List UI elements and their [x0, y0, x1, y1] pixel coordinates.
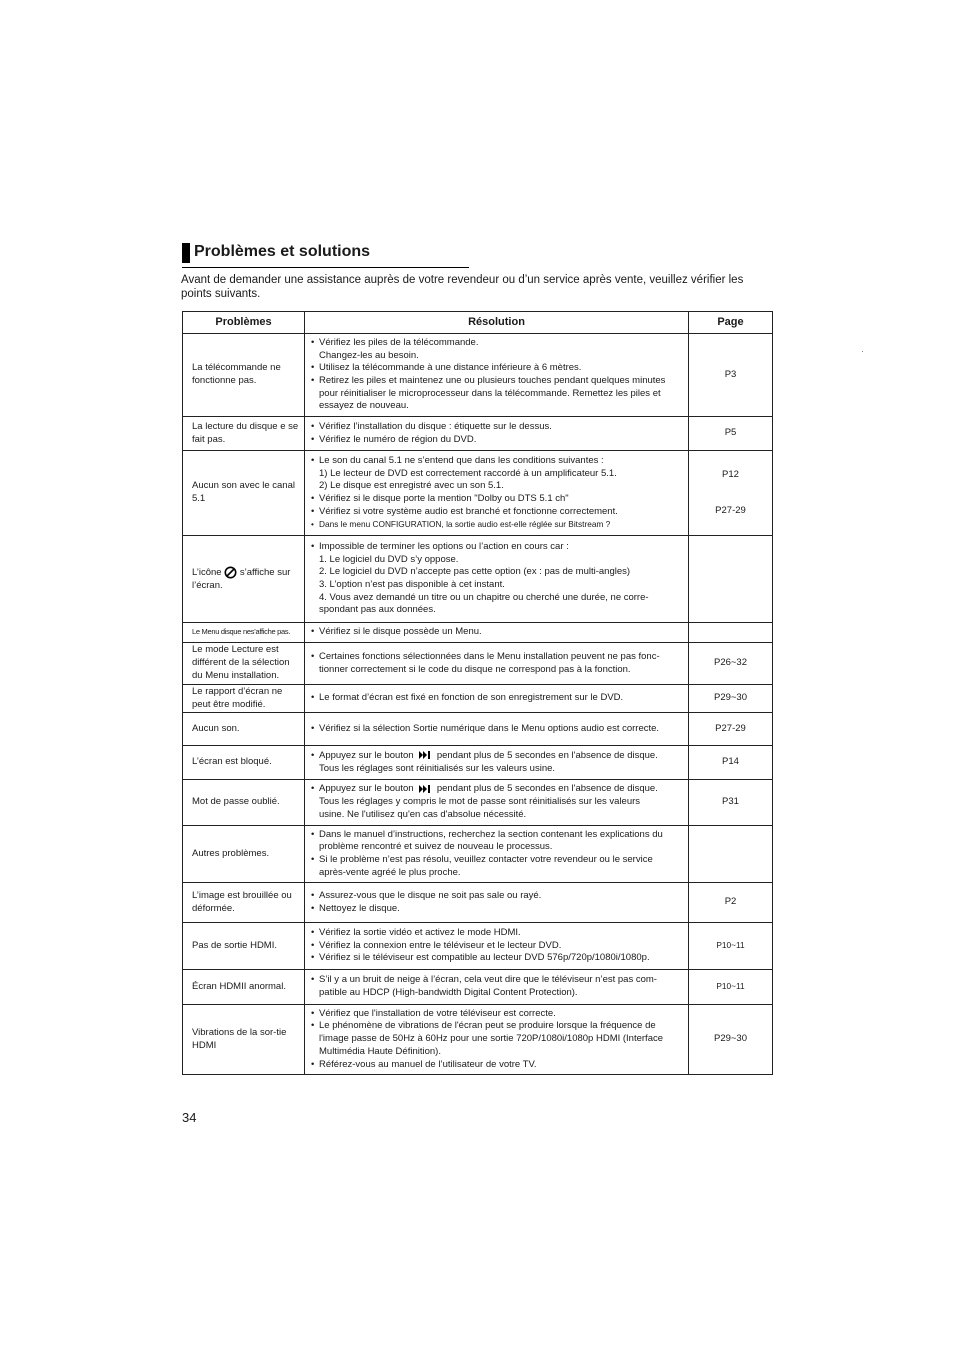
table-row — [183, 623, 773, 643]
line-text: Appuyez sur le bouton — [319, 783, 417, 795]
bullet-item: • Vérifiez si le disque possède un Menu. — [311, 626, 688, 639]
bullet-item: • Vérifiez l’installation du disque : étiquette sur le dessus. — [311, 421, 688, 434]
bullet-item: • Certaines fonctions sélectionnées dans le Menu installation peuvent ne pas fonc- — [311, 651, 688, 664]
header-page: Page — [689, 312, 773, 334]
page-ref: P10~11 — [716, 940, 745, 951]
page-ref-cell — [689, 713, 773, 746]
problem-text: Aucun son. — [192, 722, 240, 734]
resolution-cell — [305, 417, 689, 451]
page-ref: P3 — [724, 368, 737, 380]
problem-cell — [183, 746, 305, 780]
bullet-item: • Nettoyez le disque. — [311, 903, 688, 916]
bullet-item: • Dans le menu CONFIGURATION, la sortie audio est-elle réglée sur Bitstream ? — [311, 518, 688, 531]
page-ref: P27-29 — [715, 504, 746, 516]
page-ref: P14 — [722, 756, 739, 768]
problem-text: Aucun son avec le canal 5.1 — [192, 480, 295, 504]
continuation-line: l'image passe de 50Hz à 60Hz pour une sortie 720P/1080i/1080p HDMI (Interface — [319, 1033, 664, 1045]
continuation-line: 1) Le lecteur de DVD est correctement raccordé à un amplificateur 5.1. — [319, 467, 617, 479]
table-row — [183, 826, 773, 883]
problem-cell — [183, 643, 305, 685]
page-ref-cell — [689, 643, 773, 685]
table-row — [183, 970, 773, 1005]
page-ref-cell — [689, 970, 773, 1005]
troubleshooting-table — [182, 311, 773, 1075]
continuation-line: spondant pas aux données. — [319, 604, 436, 616]
page-ref: P27-29 — [715, 722, 746, 734]
bullet-item: • Vérifiez si la sélection Sortie numérique dans le Menu options audio est correcte. — [311, 723, 688, 736]
page-ref-cell — [689, 746, 773, 780]
table-row — [183, 536, 773, 623]
table-row — [183, 780, 773, 826]
bullet-item: • Si le problème n’est pas résolu, veuillez contacter votre revendeur ou le service — [311, 854, 688, 867]
skip-button-icon — [416, 783, 434, 794]
bullet-item: • Vérifiez si votre système audio est branché et fonctionne correctement. — [311, 506, 688, 519]
continuation-line: 2. Le logiciel du DVD n’accepte pas cette option (ex : pas de multi-angles) — [319, 566, 631, 578]
page-ref-cell — [689, 536, 773, 623]
intro-paragraph: Avant de demander une assistance auprès de votre revendeur ou d’un service après vente, veuillez vérifier les points suivants. — [181, 274, 744, 300]
line-text: Appuyez sur le bouton — [319, 749, 417, 761]
resolution-cell — [305, 685, 689, 713]
bullet-item: • Vérifiez la connexion entre le téléviseur et le lecteur DVD. — [311, 940, 688, 953]
table-row — [183, 451, 773, 536]
line-text: pendant plus de 5 secondes en l'absence de disque. — [434, 783, 658, 795]
continuation-line: Changez-les au besoin. — [319, 349, 419, 361]
resolution-cell — [305, 1005, 689, 1075]
skip-button-icon — [416, 750, 434, 761]
page-ref-cell — [689, 923, 773, 970]
table-row — [183, 643, 773, 685]
bullet-item — [311, 783, 688, 796]
continuation-line: patible au HDCP (High-bandwidth Digital Content Protection). — [319, 987, 578, 998]
page-ref: P10~11 — [716, 981, 745, 992]
page-ref-cell — [689, 623, 773, 643]
bullet-item: • S’il y a un bruit de neige à l’écran, cela veut dire que le téléviseur n’est pas com- — [311, 974, 688, 987]
problem-text: s’affiche sur l’écran. — [192, 566, 291, 591]
continuation-line: pour réinitialiser le microprocesseur dans la télécommande. Remettez les piles et — [319, 387, 661, 399]
problem-cell — [183, 417, 305, 451]
bullet-item: • Dans le manuel d’instructions, recherchez la section contenant les explications du — [311, 829, 688, 842]
bullet-item: • Vérifiez les piles de la télécommande. — [311, 337, 688, 350]
problem-text: Écran HDMII anormal. — [192, 980, 286, 992]
problem-text: Autres problèmes. — [192, 847, 270, 859]
continuation-line: Multimédia Haute Définition). — [319, 1045, 441, 1057]
bullet-item: • Le phénomène de vibrations de l'écran peut se produire lorsque la fréquence de — [311, 1020, 688, 1033]
resolution-cell — [305, 623, 689, 643]
continuation-line: 4. Vous avez demandé un titre ou un chapitre ou cherché une durée, ne corre- — [319, 591, 649, 603]
page-ref-cell — [689, 417, 773, 451]
table-row — [183, 417, 773, 451]
table-row — [183, 923, 773, 970]
bullet-item: • Assurez-vous que le disque ne soit pas sale ou rayé. — [311, 890, 688, 903]
table-row — [183, 1005, 773, 1075]
page-ref: P26~32 — [713, 657, 748, 669]
continuation-line: 2) Le disque est enregistré avec un son 5.1. — [319, 480, 504, 492]
page-ref-cell — [689, 451, 773, 536]
resolution-cell — [305, 780, 689, 826]
problem-text: La lecture du disque e se fait pas. — [192, 420, 299, 445]
header-resolution: Résolution — [305, 312, 689, 334]
continuation-line: essayez de nouveau. — [319, 400, 409, 412]
prohibited-icon — [224, 566, 237, 579]
problem-cell — [183, 970, 305, 1005]
problem-cell — [183, 780, 305, 826]
table-row — [183, 746, 773, 780]
page-ref-cell — [689, 780, 773, 826]
problem-text: L’image est brouillée ou déformée. — [192, 889, 292, 914]
header-problem: Problèmes — [183, 312, 305, 334]
bullet-item: • Référez-vous au manuel de l’utilisateur de votre TV. — [311, 1059, 688, 1072]
problem-cell — [183, 923, 305, 970]
table-row — [183, 883, 773, 923]
page-ref: P2 — [724, 896, 737, 908]
problem-cell — [183, 826, 305, 883]
problem-text: Le rapport d’écran ne peut être modifié. — [192, 685, 283, 710]
resolution-cell — [305, 451, 689, 536]
resolution-cell — [305, 923, 689, 970]
bullet-item: • Impossible de terminer les options ou l’action en cours car : — [311, 541, 688, 554]
continuation-line: 1. Le logiciel du DVD s’y oppose. — [319, 553, 459, 565]
continuation-line: tionner correctement si le code du disque ne correspond pas à la fonction. — [319, 663, 631, 675]
problem-text: Pas de sortie HDMI. — [192, 939, 277, 951]
problem-text: Le Menu disque nes’affiche pas. — [192, 627, 291, 637]
page-ref-cell — [689, 685, 773, 713]
problem-text: Vibrations de la sor-tie HDMI — [192, 1026, 287, 1051]
problem-cell — [183, 623, 305, 643]
table-row — [183, 334, 773, 417]
table-row — [183, 713, 773, 746]
page-ref-cell — [689, 334, 773, 417]
problem-cell — [183, 883, 305, 923]
page-title: Problèmes et solutions — [194, 243, 371, 260]
resolution-cell — [305, 826, 689, 883]
continuation-line: Tous les réglages y compris le mot de passe sont réinitialisés sur les valeurs — [319, 796, 641, 808]
continuation-line: après-vente agréé le plus proche. — [319, 866, 461, 878]
page-ref: P31 — [722, 796, 739, 808]
page-ref-cell — [689, 883, 773, 923]
bullet-item — [311, 750, 688, 763]
line-text: pendant plus de 5 secondes en l'absence de disque. — [434, 749, 658, 761]
page-ref: P5 — [724, 427, 737, 439]
page-ref-cell — [689, 826, 773, 883]
problem-cell — [183, 536, 305, 623]
continuation-line: 3. L’option n’est pas disponible à cet instant. — [319, 579, 505, 590]
bullet-item: • Le format d’écran est fixé en fonction de son enregistrement sur le DVD. — [311, 692, 688, 705]
bullet-item: • Vérifiez si le disque porte la mention "Dolby ou DTS 5.1 ch" — [311, 493, 688, 506]
resolution-cell — [305, 334, 689, 417]
bullet-item: • Vérifiez le numéro de région du DVD. — [311, 434, 688, 447]
bullet-item: • Vérifiez si le téléviseur est compatible au lecteur DVD 576p/720p/1080i/1080p. — [311, 952, 688, 965]
problem-text: Mot de passe oublié. — [192, 796, 280, 808]
continuation-line: problème rencontré et suivez de nouveau le processus. — [319, 841, 553, 853]
resolution-cell — [305, 970, 689, 1005]
problem-cell — [183, 451, 305, 536]
bullet-item: • Retirez les piles et maintenez une ou plusieurs touches pendant quelques minutes — [311, 375, 688, 388]
bullet-item: • Le son du canal 5.1 ne s’entend que dans les conditions suivantes : — [311, 455, 688, 468]
resolution-cell — [305, 643, 689, 685]
table-header-row — [183, 312, 773, 334]
print-speck — [862, 351, 863, 352]
continuation-line: Tous les réglages sont réinitialisés sur les valeurs usine. — [319, 762, 556, 774]
page-number: 34 — [182, 1110, 197, 1125]
problem-cell — [183, 685, 305, 713]
bullet-item: • Vérifiez que l'installation de votre téléviseur est correcte. — [311, 1008, 688, 1021]
page-ref: P29~30 — [713, 692, 748, 704]
heading-marker — [182, 243, 190, 263]
page-ref-cell — [689, 1005, 773, 1075]
problem-cell — [183, 1005, 305, 1075]
table-row — [183, 685, 773, 713]
resolution-cell — [305, 536, 689, 623]
problem-text: La télécommande ne fonctionne pas. — [192, 362, 281, 386]
page-ref: P12 — [722, 468, 739, 480]
problem-text: Le mode Lecture est différent de la sélection du Menu installation. — [192, 644, 290, 681]
resolution-cell — [305, 746, 689, 780]
page-ref: P29~30 — [713, 1033, 748, 1045]
section-heading — [182, 243, 469, 268]
resolution-cell — [305, 883, 689, 923]
resolution-cell — [305, 713, 689, 746]
problem-cell — [183, 713, 305, 746]
bullet-item: • Utilisez la télécommande à une distance inférieure à 6 mètres. — [311, 362, 688, 375]
problem-cell — [183, 334, 305, 417]
continuation-line: usine. Ne l'utilisez qu'en cas d'absolue nécessité. — [319, 808, 527, 820]
bullet-item: • Vérifiez la sortie vidéo et activez le mode HDMI. — [311, 927, 688, 940]
problem-text-prefix: L’icône — [192, 566, 222, 578]
problem-text: L’écran est bloqué. — [192, 756, 272, 768]
